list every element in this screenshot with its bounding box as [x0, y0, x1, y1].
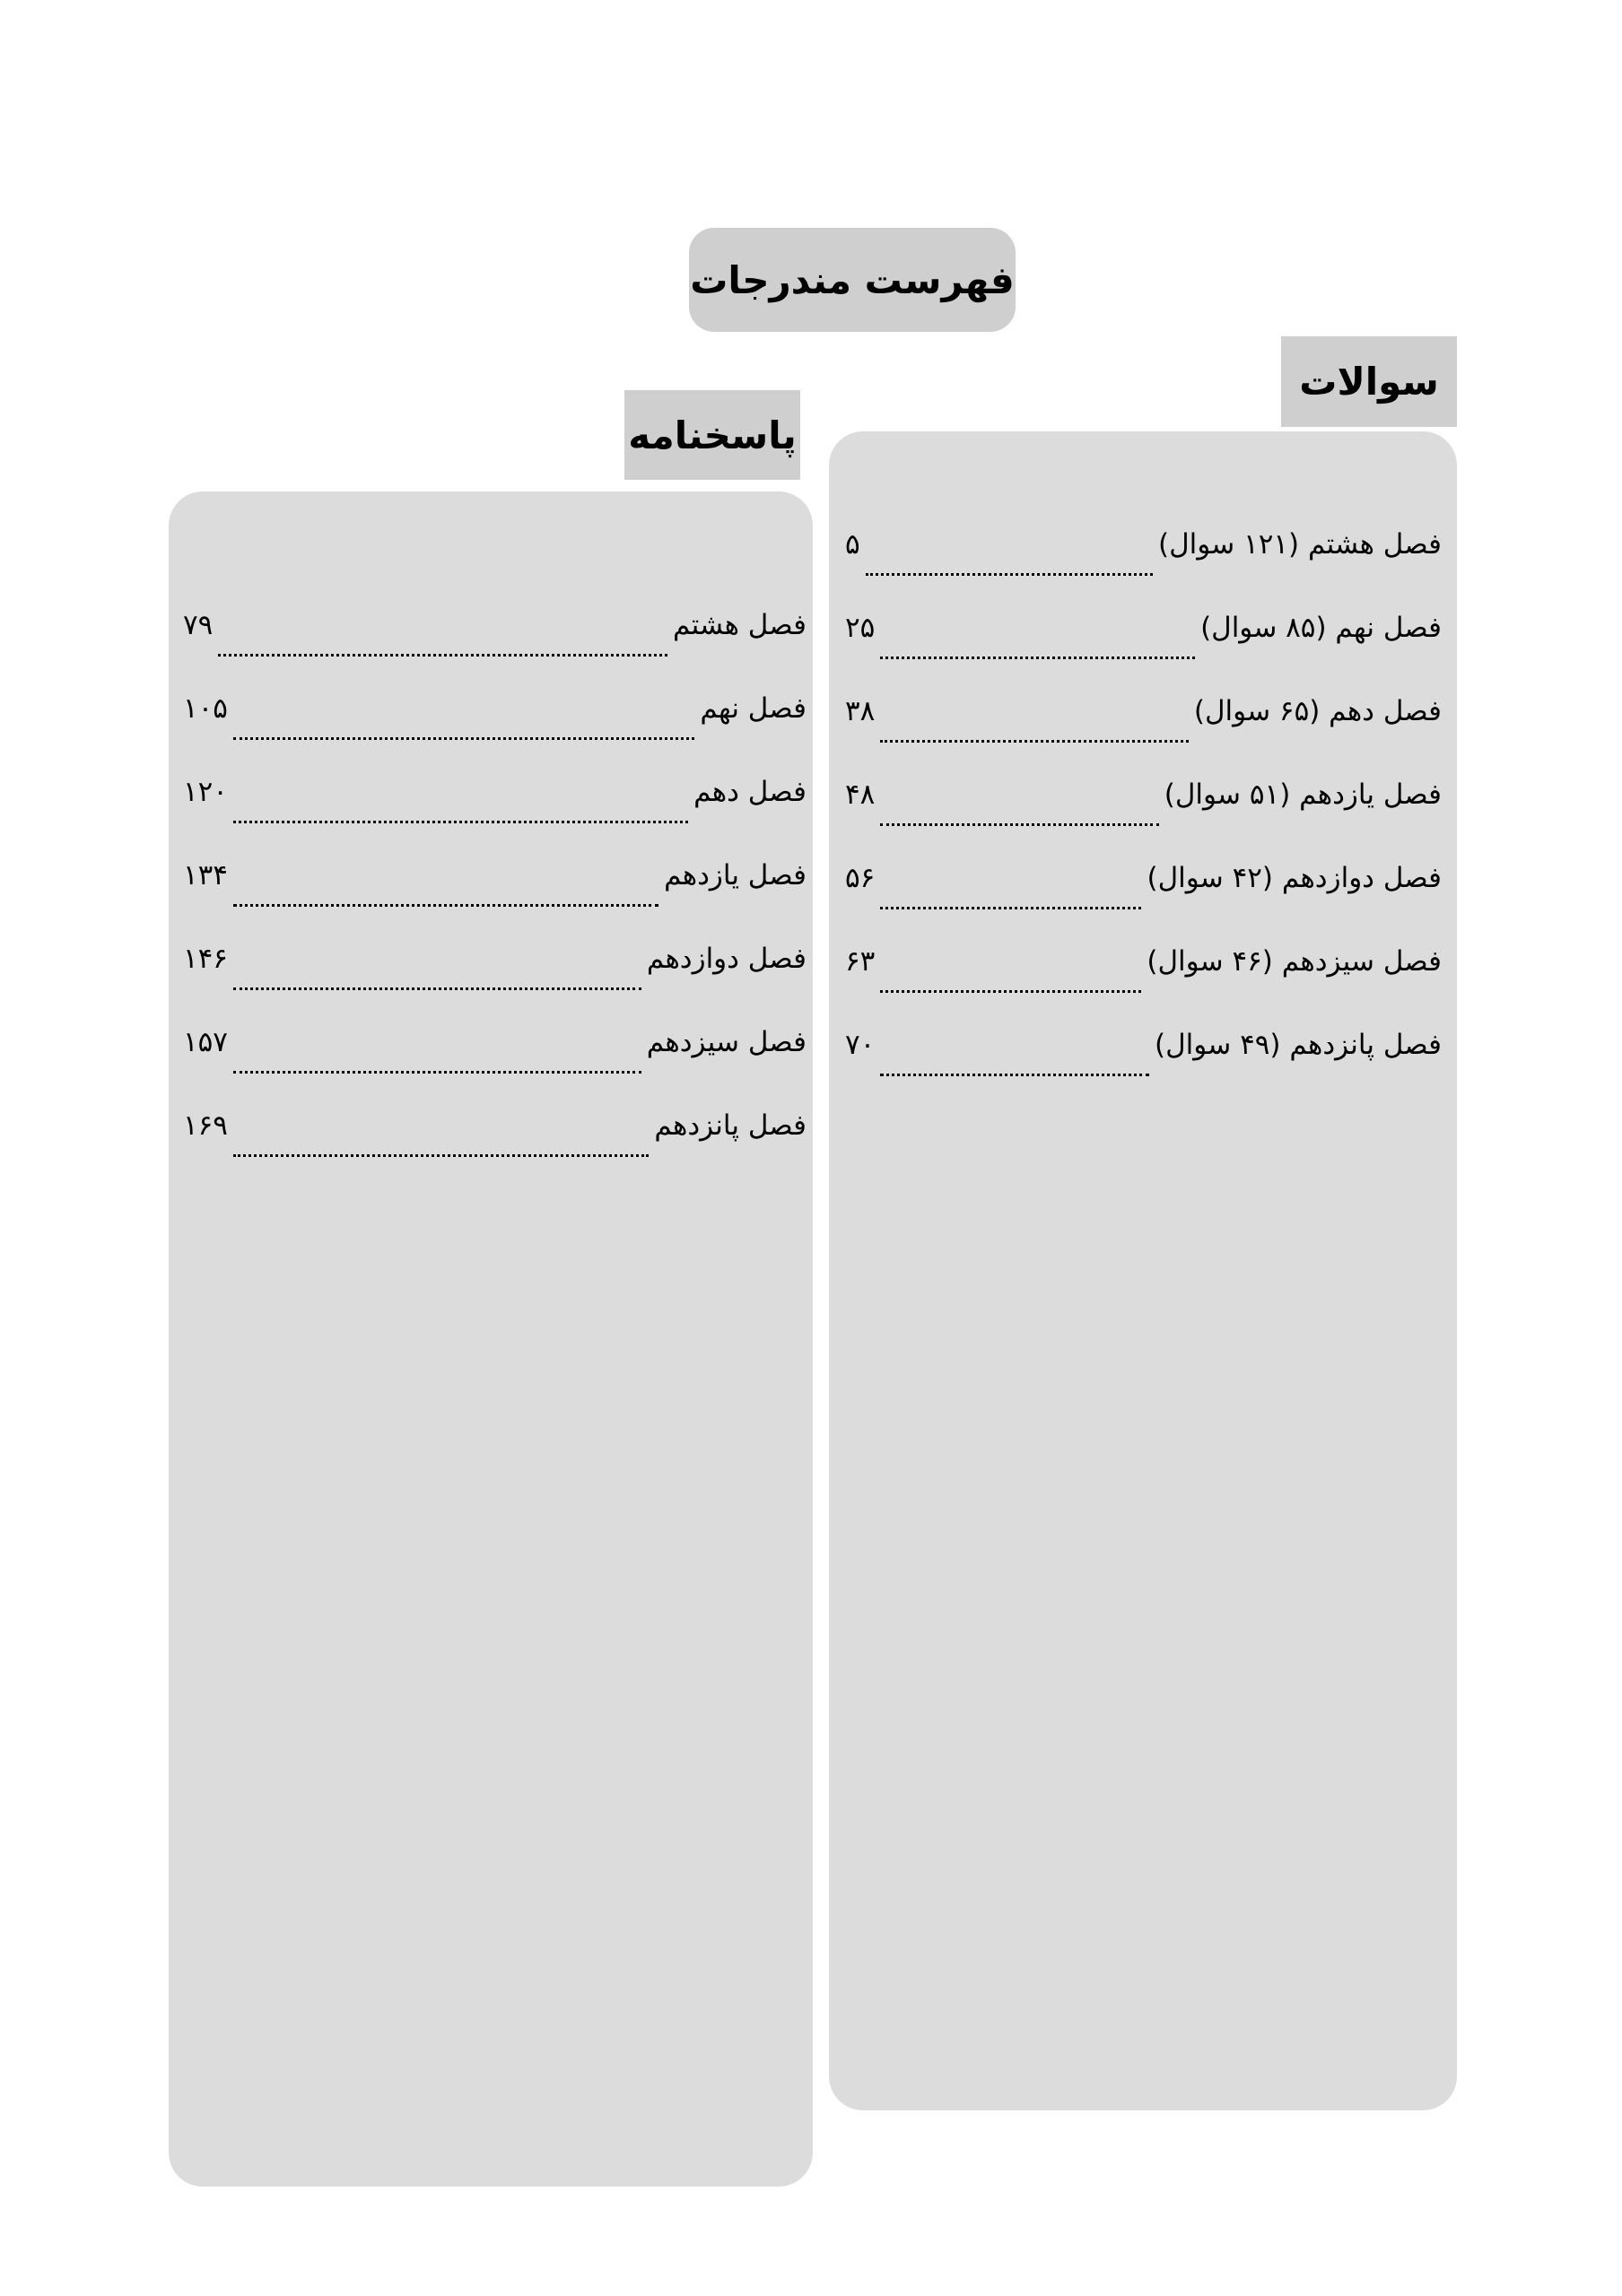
dot-leader — [880, 718, 1189, 743]
toc-entry[interactable] — [183, 853, 807, 936]
dot-leader — [880, 969, 1141, 993]
toc-entry-page: ۴۸ — [845, 778, 876, 811]
toc-entry-page: ۶۳ — [845, 945, 876, 978]
toc-entry-label: فصل هشتم — [672, 609, 807, 641]
dot-leader — [880, 635, 1195, 659]
dot-leader — [233, 1133, 649, 1157]
toc-entry[interactable] — [183, 770, 807, 853]
toc-entry-label: فصل دوازدهم — [646, 943, 807, 975]
answers-heading: پاسخنامه — [624, 390, 800, 480]
toc-entry-label: فصل پانزدهم (۴۹ سوال) — [1155, 1029, 1442, 1061]
toc-entry-label: فصل یازدهم (۵۱ سوال) — [1164, 778, 1442, 811]
toc-entry-page: ۵۶ — [845, 862, 876, 894]
toc-entry[interactable] — [845, 1022, 1442, 1106]
toc-entry-label: فصل یازدهم — [664, 859, 807, 891]
toc-entry[interactable] — [183, 1020, 807, 1103]
toc-entry-label: فصل هشتم (۱۲۱ سوال) — [1157, 528, 1442, 561]
dot-leader — [233, 883, 658, 907]
toc-entry-page: ۳۸ — [845, 695, 876, 727]
toc-entry-page: ۱۳۴ — [183, 859, 228, 891]
toc-entry[interactable] — [845, 856, 1442, 939]
toc-entry-page: ۵ — [845, 528, 860, 561]
questions-toc-list — [845, 522, 1442, 1106]
toc-entry[interactable] — [183, 936, 807, 1020]
toc-entry-label: فصل دهم — [693, 776, 807, 808]
dot-leader — [233, 799, 688, 823]
toc-entry[interactable] — [183, 686, 807, 770]
toc-entry[interactable] — [845, 939, 1442, 1022]
dot-leader — [866, 552, 1153, 576]
toc-entry[interactable] — [845, 605, 1442, 689]
toc-entry-label: فصل سیزدهم — [646, 1026, 807, 1058]
toc-entry-label: فصل پانزدهم — [654, 1109, 807, 1142]
toc-entry-page: ۷۰ — [845, 1029, 876, 1061]
toc-entry-page: ۷۹ — [183, 609, 214, 641]
toc-entry[interactable] — [845, 689, 1442, 772]
dot-leader — [880, 802, 1158, 826]
toc-entry[interactable] — [183, 603, 807, 686]
toc-entry-page: ۱۶۹ — [183, 1109, 228, 1142]
dot-leader — [880, 1052, 1149, 1076]
toc-entry[interactable] — [845, 772, 1442, 856]
toc-entry-page: ۱۲۰ — [183, 776, 228, 808]
dot-leader — [233, 966, 641, 990]
toc-entry-page: ۱۵۷ — [183, 1026, 228, 1058]
toc-entry[interactable] — [183, 1103, 807, 1187]
dot-leader — [880, 885, 1141, 909]
toc-entry-page: ۲۵ — [845, 612, 876, 644]
toc-entry-label: فصل نهم — [700, 692, 807, 725]
dot-leader — [233, 716, 694, 740]
toc-entry-label: فصل سیزدهم (۴۶ سوال) — [1147, 945, 1442, 978]
toc-entry-label: فصل دهم (۶۵ سوال) — [1193, 695, 1442, 727]
toc-entry-label: فصل نهم (۸۵ سوال) — [1200, 612, 1442, 644]
toc-entry-page: ۱۴۶ — [183, 943, 228, 975]
toc-entry-label: فصل دوازدهم (۴۲ سوال) — [1147, 862, 1442, 894]
answers-toc-list — [183, 603, 807, 1187]
dot-leader — [233, 1049, 641, 1074]
questions-heading: سوالات — [1281, 336, 1457, 427]
toc-entry-page: ۱۰۵ — [183, 692, 228, 725]
dot-leader — [218, 632, 667, 657]
toc-entry[interactable] — [845, 522, 1442, 605]
page-title: فهرست مندرجات — [689, 228, 1016, 332]
